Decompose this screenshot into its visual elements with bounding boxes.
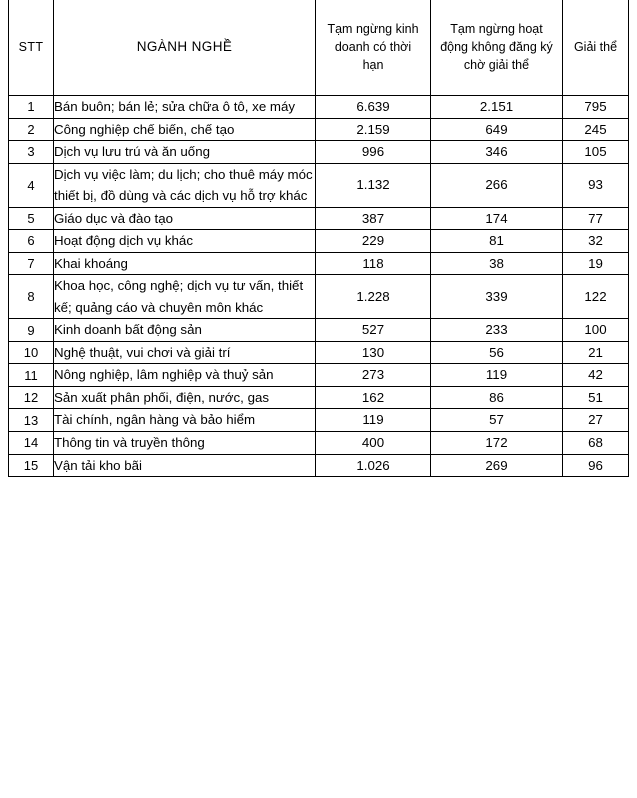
cell-stt: 9 <box>9 319 54 342</box>
table-row <box>9 118 629 141</box>
cell-suspended-term: 1.132 <box>316 163 431 207</box>
table-row <box>9 141 629 164</box>
table-row <box>9 341 629 364</box>
cell-dissolved: 21 <box>563 341 629 364</box>
table-header <box>9 0 629 96</box>
cell-industry: Nghệ thuật, vui chơi và giải trí <box>54 341 316 364</box>
table-row <box>9 275 629 319</box>
cell-dissolved: 77 <box>563 207 629 230</box>
cell-dissolved: 42 <box>563 364 629 387</box>
cell-suspended-no-registration: 57 <box>431 409 563 432</box>
table-row <box>9 386 629 409</box>
table-row <box>9 454 629 477</box>
cell-suspended-term: 6.639 <box>316 96 431 119</box>
table-row <box>9 409 629 432</box>
cell-industry: Công nghiệp chế biến, chế tạo <box>54 118 316 141</box>
cell-suspended-term: 996 <box>316 141 431 164</box>
cell-suspended-no-registration: 81 <box>431 230 563 253</box>
cell-industry: Dịch vụ lưu trú và ăn uống <box>54 141 316 164</box>
cell-stt: 7 <box>9 252 54 275</box>
cell-suspended-no-registration: 172 <box>431 431 563 454</box>
cell-suspended-term: 527 <box>316 319 431 342</box>
cell-stt: 10 <box>9 341 54 364</box>
cell-suspended-no-registration: 86 <box>431 386 563 409</box>
cell-industry: Khai khoáng <box>54 252 316 275</box>
cell-suspended-no-registration: 2.151 <box>431 96 563 119</box>
cell-dissolved: 32 <box>563 230 629 253</box>
cell-industry: Sản xuất phân phối, điện, nước, gas <box>54 386 316 409</box>
cell-suspended-no-registration: 174 <box>431 207 563 230</box>
cell-industry: Kinh doanh bất động sản <box>54 319 316 342</box>
table-row <box>9 319 629 342</box>
cell-dissolved: 68 <box>563 431 629 454</box>
cell-suspended-term: 119 <box>316 409 431 432</box>
cell-industry: Dịch vụ việc làm; du lịch; cho thuê máy móc thiết bị, đồ dùng và các dịch vụ hỗ trợ khác <box>54 163 316 207</box>
table-row <box>9 96 629 119</box>
cell-industry: Giáo dục và đào tạo <box>54 207 316 230</box>
cell-stt: 1 <box>9 96 54 119</box>
column-header-suspended-no-registration: Tạm ngừng hoạt động không đăng ký chờ giải thể <box>431 0 563 96</box>
cell-stt: 6 <box>9 230 54 253</box>
cell-stt: 5 <box>9 207 54 230</box>
cell-stt: 12 <box>9 386 54 409</box>
cell-stt: 2 <box>9 118 54 141</box>
cell-stt: 11 <box>9 364 54 387</box>
cell-suspended-no-registration: 233 <box>431 319 563 342</box>
cell-dissolved: 27 <box>563 409 629 432</box>
table-row <box>9 163 629 207</box>
cell-stt: 13 <box>9 409 54 432</box>
cell-suspended-no-registration: 649 <box>431 118 563 141</box>
table-body <box>9 96 629 477</box>
cell-suspended-no-registration: 346 <box>431 141 563 164</box>
cell-dissolved: 122 <box>563 275 629 319</box>
column-header-suspended-term: Tạm ngừng kinh doanh có thời hạn <box>316 0 431 96</box>
cell-stt: 8 <box>9 275 54 319</box>
cell-dissolved: 93 <box>563 163 629 207</box>
cell-suspended-no-registration: 119 <box>431 364 563 387</box>
cell-suspended-no-registration: 56 <box>431 341 563 364</box>
cell-industry: Hoạt động dịch vụ khác <box>54 230 316 253</box>
cell-suspended-term: 118 <box>316 252 431 275</box>
cell-dissolved: 245 <box>563 118 629 141</box>
cell-suspended-term: 387 <box>316 207 431 230</box>
cell-dissolved: 51 <box>563 386 629 409</box>
cell-industry: Vận tải kho bãi <box>54 454 316 477</box>
cell-dissolved: 100 <box>563 319 629 342</box>
cell-suspended-term: 2.159 <box>316 118 431 141</box>
cell-suspended-term: 1.026 <box>316 454 431 477</box>
cell-industry: Tài chính, ngân hàng và bảo hiểm <box>54 409 316 432</box>
cell-suspended-no-registration: 339 <box>431 275 563 319</box>
cell-industry: Nông nghiệp, lâm nghiệp và thuỷ sản <box>54 364 316 387</box>
cell-dissolved: 105 <box>563 141 629 164</box>
table-row <box>9 252 629 275</box>
cell-suspended-no-registration: 269 <box>431 454 563 477</box>
cell-suspended-term: 1.228 <box>316 275 431 319</box>
cell-industry: Bán buôn; bán lẻ; sửa chữa ô tô, xe máy <box>54 96 316 119</box>
cell-suspended-term: 162 <box>316 386 431 409</box>
column-header-dissolved: Giải thể <box>563 0 629 96</box>
cell-suspended-no-registration: 266 <box>431 163 563 207</box>
industry-statistics-table <box>8 0 629 477</box>
column-header-stt: STT <box>9 0 54 96</box>
cell-stt: 14 <box>9 431 54 454</box>
cell-suspended-term: 273 <box>316 364 431 387</box>
table-row <box>9 364 629 387</box>
cell-dissolved: 96 <box>563 454 629 477</box>
column-header-industry: NGÀNH NGHỀ <box>54 0 316 96</box>
table-header-row <box>9 0 629 96</box>
cell-dissolved: 19 <box>563 252 629 275</box>
cell-stt: 15 <box>9 454 54 477</box>
table-row <box>9 207 629 230</box>
cell-suspended-term: 400 <box>316 431 431 454</box>
table-row <box>9 230 629 253</box>
cell-industry: Khoa học, công nghệ; dịch vụ tư vấn, thiết kế; quảng cáo và chuyên môn khác <box>54 275 316 319</box>
cell-stt: 3 <box>9 141 54 164</box>
cell-suspended-term: 229 <box>316 230 431 253</box>
cell-suspended-term: 130 <box>316 341 431 364</box>
cell-industry: Thông tin và truyền thông <box>54 431 316 454</box>
table-row <box>9 431 629 454</box>
cell-dissolved: 795 <box>563 96 629 119</box>
cell-suspended-no-registration: 38 <box>431 252 563 275</box>
cell-stt: 4 <box>9 163 54 207</box>
